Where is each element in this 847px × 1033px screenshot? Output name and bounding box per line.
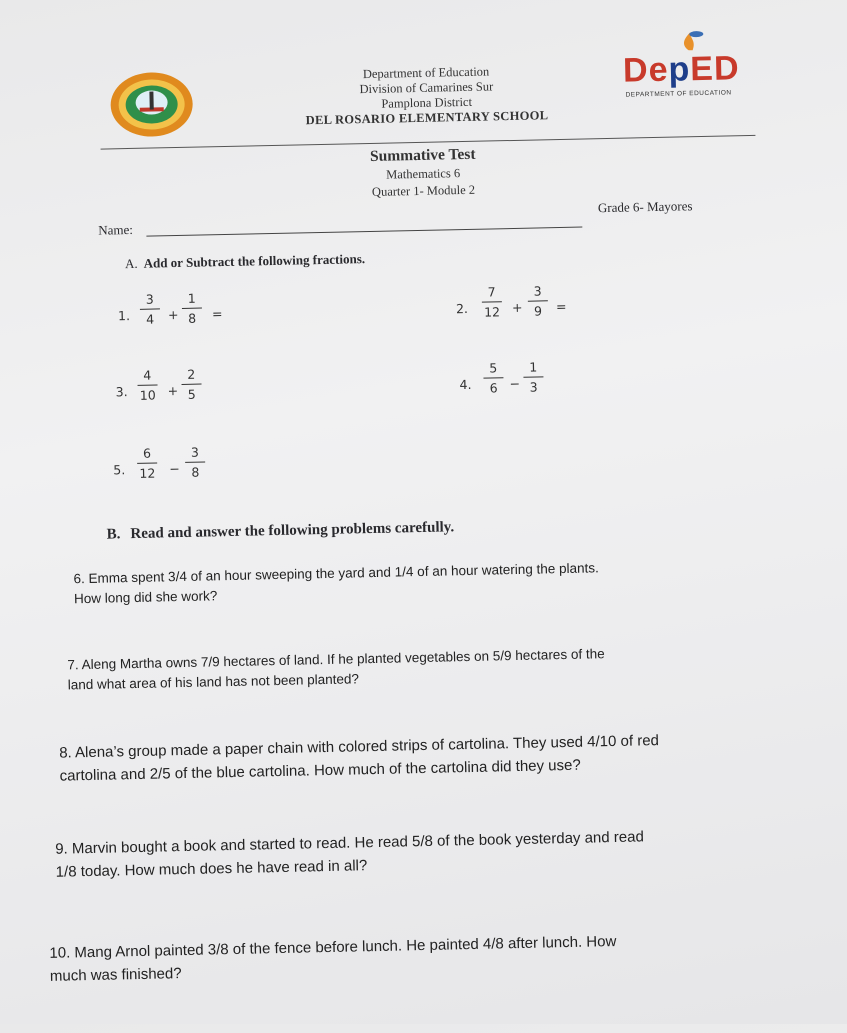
word-problem-7 [67, 644, 605, 695]
division-text: Division of Camarines Sur [359, 79, 494, 97]
question-line: 7. Aleng Martha owns 7/9 hectares of land. If he planted vegetables on 5/9 hectares of the [67, 646, 605, 673]
denominator: 10 [139, 387, 156, 403]
word-problem-6 [73, 558, 599, 609]
department-text: Department of Education [362, 64, 490, 82]
numerator: 4 [143, 367, 152, 383]
operator: + [511, 299, 523, 316]
school-seal-icon [109, 71, 194, 139]
numerator: 6 [142, 445, 152, 461]
question-line: 6. Emma spent 3/4 of an hour sweeping the yard and 1/4 of an hour watering the plants. [73, 560, 599, 587]
question-line: 8. Alena’s group made a paper chain with colored strips of cartolina. They used 4/10 of red [59, 732, 660, 762]
school-name: DEL ROSARIO ELEMENTARY SCHOOL [305, 108, 549, 128]
numerator: 7 [487, 284, 496, 300]
school-header [291, 63, 562, 129]
deped-tagline: DEPARTMENT OF EDUCATION [625, 89, 732, 99]
deped-logo [623, 43, 754, 106]
operator: + [167, 383, 179, 399]
section-a-letter: A. [124, 255, 138, 272]
grade-section-text: Grade 6- Mayores [597, 198, 693, 216]
section-a-instruction: Add or Subtract the following fractions. [143, 251, 366, 271]
operator: − [169, 461, 180, 477]
equals-sign: = [211, 306, 223, 322]
denominator: 8 [191, 464, 200, 480]
subject-text: Mathematics 6 [386, 166, 461, 182]
section-b-instruction: Read and answer the following problems carefully. [130, 519, 455, 543]
question-line: cartolina and 2/5 of the blue cartolina. How much of the cartolina did they use? [59, 756, 581, 785]
problem-number: 2. [455, 300, 469, 317]
denominator: 5 [187, 386, 196, 402]
question-line: much was finished? [49, 965, 182, 985]
question-line: 10. Mang Arnol painted 3/8 of the fence before lunch. He painted 4/8 after lunch. How [49, 932, 617, 962]
word-problem-10 [49, 930, 617, 988]
denominator: 6 [489, 380, 498, 396]
numerator: 1 [529, 359, 538, 375]
denominator: 12 [139, 465, 156, 481]
name-label: Name: [98, 221, 134, 238]
deped-wordmark: DepED [622, 49, 740, 90]
numerator: 2 [187, 366, 196, 382]
denominator: 3 [529, 379, 538, 395]
numerator: 3 [533, 283, 542, 299]
question-line: 1/8 today. How much does he have read in all? [55, 857, 368, 881]
numerator: 1 [187, 290, 196, 306]
test-title: Summative Test [369, 145, 476, 165]
problem-number: 1. [117, 308, 131, 324]
denominator: 4 [146, 311, 155, 327]
quarter-text: Quarter 1- Module 2 [371, 182, 476, 199]
question-line: 9. Marvin bought a book and started to read. He read 5/8 of the book yesterday and read [55, 828, 645, 858]
test-title-block [323, 144, 524, 202]
word-problem-9 [55, 825, 645, 883]
section-a-heading [125, 251, 365, 272]
problem-number: 4. [459, 376, 472, 393]
word-problem-8 [59, 729, 660, 788]
question-line: How long did she work? [73, 588, 218, 607]
section-b-letter: B. [106, 526, 121, 543]
denominator: 12 [483, 304, 501, 320]
district-text: Pamplona District [381, 94, 473, 111]
denominator: 9 [533, 303, 543, 319]
question-line: land what area of his land has not been planted? [67, 671, 360, 693]
numerator: 3 [190, 444, 200, 460]
denominator: 8 [188, 310, 197, 326]
numerator: 3 [145, 291, 154, 307]
problem-number: 3. [115, 384, 128, 400]
operator: − [509, 375, 521, 392]
equals-sign: = [555, 298, 567, 315]
operator: + [167, 307, 179, 323]
numerator: 5 [489, 360, 498, 376]
problem-number: 5. [113, 462, 126, 478]
name-blank-line[interactable] [146, 227, 582, 237]
section-b-heading [106, 519, 454, 543]
